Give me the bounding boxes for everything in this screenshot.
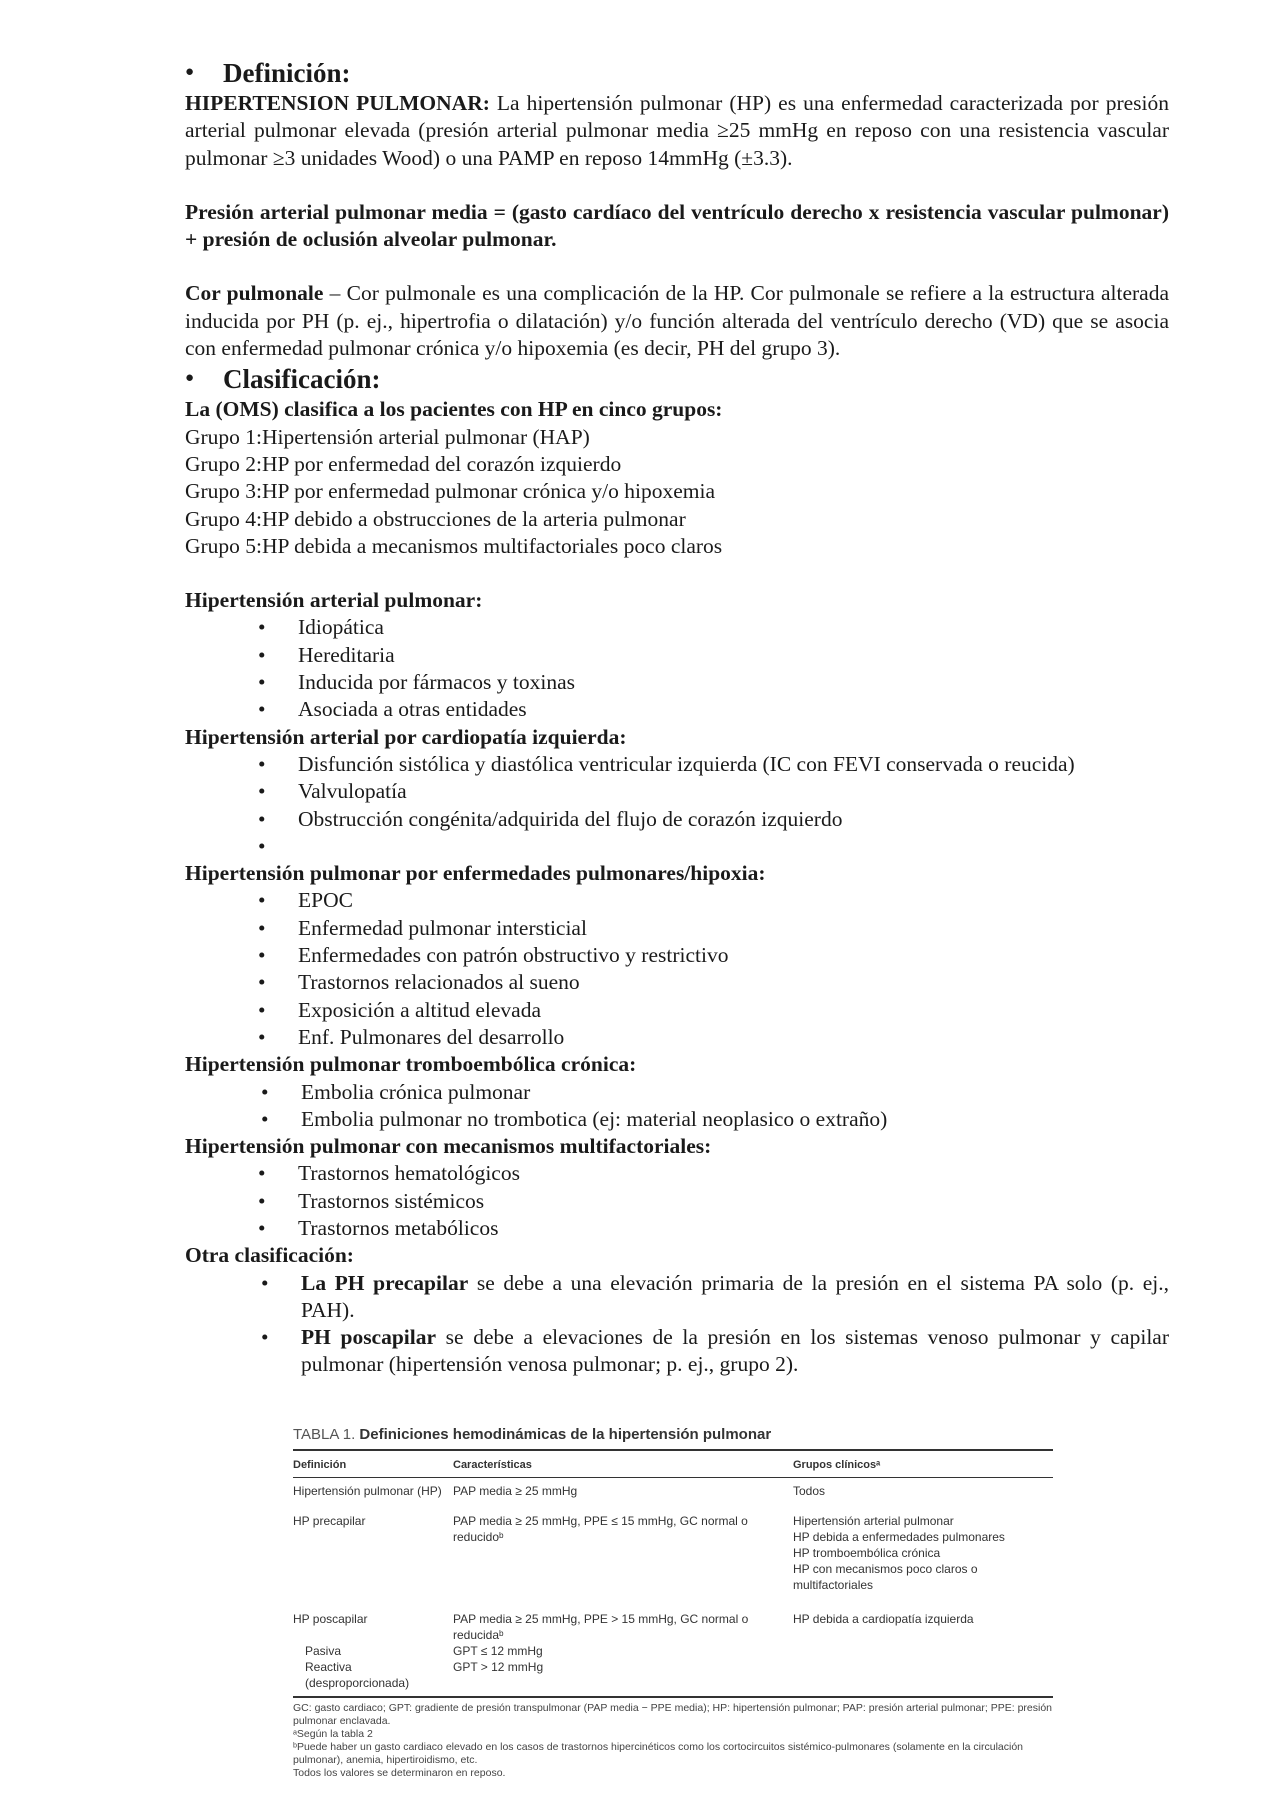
- table-footnotes: [293, 1702, 1053, 1780]
- oms-intro: La (OMS) clasifica a los pacientes con HP en cinco grupos:: [185, 397, 723, 422]
- empty-list-item: [185, 833, 1169, 860]
- table-caption: [293, 1425, 1053, 1445]
- precapilar-text: se debe a una elevación primaria de la presión en el sistema PA solo (p. ej., PAH).: [301, 1270, 1170, 1322]
- table-footnote: GC: gasto cardiaco; GPT: gradiente de presión transpulmonar (PAP media − PPE media); HP: hipertensión pulmonar; PAP: presión arterial pulmonar; PPE: presión pulmonar enclavada.: [293, 1702, 1053, 1727]
- list-item: • Embolia pulmonar no trombotica (ej: material neoplasico o extraño): [185, 1106, 1169, 1133]
- table-rule: [293, 1696, 1053, 1698]
- table-header-cell: Definición: [293, 1459, 347, 1471]
- grupo-line: Grupo 4:HP debido a obstrucciones de la arteria pulmonar: [185, 506, 686, 531]
- list-item: • Valvulopatía: [185, 778, 1169, 805]
- grupo-line: Grupo 3:HP por enfermedad pulmonar crónica y/o hipoxemia: [185, 479, 715, 504]
- table-cell-line: HP con mecanismos poco claros o multifactoriales: [793, 1562, 978, 1592]
- table-cell-line: HP tromboembólica crónica: [793, 1546, 941, 1560]
- table-cell-line: HP debida a enfermedades pulmonares: [793, 1530, 1005, 1544]
- table-cell: Pasiva: [305, 1644, 342, 1658]
- table-cell: PAP media ≥ 25 mmHg, PPE > 15 mmHg, GC normal o reducidaᵇ: [453, 1612, 749, 1642]
- pulmonar-title: Hipertensión pulmonar por enfermedades pulmonares/hipoxia:: [185, 861, 766, 886]
- list-item: • Hereditaria: [185, 642, 1169, 669]
- otra-clasificacion-title: Otra clasificación:: [185, 1243, 354, 1268]
- pulmonar-list: [185, 887, 1169, 1051]
- hemodynamic-table: [293, 1425, 1053, 1780]
- table-cell: HP poscapilar: [293, 1612, 368, 1626]
- list-item: • Idiopática: [185, 614, 1169, 641]
- table-cell: Hipertensión pulmonar (HP): [293, 1484, 442, 1498]
- multifactorial-title: Hipertensión pulmonar con mecanismos multifactoriales:: [185, 1134, 712, 1159]
- cardiopatia-list: [185, 751, 1169, 860]
- precapilar-label: La PH precapilar: [301, 1270, 469, 1295]
- grupo-line: Grupo 2:HP por enfermedad del corazón izquierdo: [185, 451, 622, 476]
- list-item: • Trastornos sistémicos: [185, 1188, 1169, 1215]
- table-row: [293, 1593, 1053, 1643]
- table-cell: Todos: [793, 1484, 826, 1498]
- list-item: • Inducida por fármacos y toxinas: [185, 669, 1169, 696]
- poscapilar-text: se debe a elevaciones de la presión en los sistemas venoso pulmonar y capilar pulmonar (hipertensión venosa pulmonar; p. ej., grupo 2).: [301, 1325, 1169, 1377]
- formula-paragraph: Presión arterial pulmonar media = (gasto cardíaco del ventrículo derecho x resistencia vascular pulmonar) + presión de oclusión alveolar pulmonar.: [185, 199, 1169, 252]
- table-header-cell: Características: [453, 1459, 532, 1471]
- list-item: • Trastornos relacionados al sueno: [185, 969, 1169, 996]
- section-heading-definicion: ● Definición:: [185, 56, 1169, 90]
- table-cell: HP precapilar: [293, 1514, 366, 1528]
- cor-label: Cor pulmonale: [185, 281, 324, 306]
- list-item: • Asociada a otras entidades: [185, 696, 1169, 723]
- table-row: [293, 1499, 1053, 1593]
- list-item: • Embolia crónica pulmonar: [185, 1079, 1169, 1106]
- cor-pulmonale-paragraph: [185, 280, 1169, 362]
- list-item: • Disfunción sistólica y diastólica ventricular izquierda (IC con FEVI conservada o reucida): [185, 751, 1169, 778]
- hp-definition-paragraph: [185, 90, 1169, 172]
- list-item: • Enfermedad pulmonar intersticial: [185, 915, 1169, 942]
- hp-text: La hipertensión pulmonar (HP) es una enfermedad caracterizada por presión arterial pulmonar elevada (presión arterial pulmonar media ≥25 mmHg en reposo con una resistencia vascular pulmonar ≥3 unidades Wood) o una PAMP en reposo 14mmHg (±3.3).: [185, 91, 1170, 170]
- hap-title: Hipertensión arterial pulmonar:: [185, 588, 483, 613]
- multifactorial-list: [185, 1160, 1169, 1242]
- hp-label: HIPERTENSION PULMONAR:: [185, 91, 490, 115]
- table-row: [293, 1659, 1053, 1696]
- table-cell: GPT > 12 mmHg: [453, 1660, 544, 1674]
- list-item: • Trastornos metabólicos: [185, 1215, 1169, 1242]
- grupo-line: Grupo 1:Hipertensión arterial pulmonar (HAP): [185, 424, 590, 449]
- tromboembolica-title: Hipertensión pulmonar tromboembólica crónica:: [185, 1052, 637, 1077]
- list-item: [185, 1270, 1169, 1325]
- table-header-row: [293, 1451, 1053, 1477]
- list-item: • Enfermedades con patrón obstructivo y restrictivo: [185, 942, 1169, 969]
- list-item: • Enf. Pulmonares del desarrollo: [185, 1024, 1169, 1051]
- list-item: • Trastornos hematológicos: [185, 1160, 1169, 1187]
- list-item: [185, 1324, 1169, 1379]
- table-cell: PAP media ≥ 25 mmHg, PPE ≤ 15 mmHg, GC normal o reducidoᵇ: [453, 1514, 748, 1544]
- list-item: • EPOC: [185, 887, 1169, 914]
- table-footnote: Todos los valores se determinaron en reposo.: [293, 1767, 506, 1779]
- table-label: TABLA 1.: [293, 1426, 356, 1443]
- hap-list: [185, 614, 1169, 723]
- cardiopatia-title: Hipertensión arterial por cardiopatía izquierda:: [185, 724, 627, 749]
- table-cell: GPT ≤ 12 mmHg: [453, 1644, 543, 1658]
- table-footnote: ᵃSegún la tabla 2: [293, 1728, 373, 1740]
- table-footnote: ᵇPuede haber un gasto cardiaco elevado en los casos de trastornos hipercinéticos como los cortocircuitos sistémico-pulmonares (solamente en la circulación pulmonar), anemia, hipertiroidismo, etc.: [293, 1741, 1024, 1766]
- list-item: • Exposición a altitud elevada: [185, 997, 1169, 1024]
- table-cell: PAP media ≥ 25 mmHg: [453, 1484, 578, 1498]
- table-cell: Reactiva (desproporcionada): [305, 1660, 410, 1690]
- table-row: [293, 1643, 1053, 1659]
- document-body: [185, 56, 1169, 1379]
- tromboembolica-list: [185, 1079, 1169, 1134]
- section-heading-clasificacion: ● Clasificación:: [185, 362, 1169, 396]
- table-title: Definiciones hemodinámicas de la hipertensión pulmonar: [355, 1426, 772, 1443]
- poscapilar-label: PH poscapilar: [301, 1325, 437, 1350]
- table-cell: [793, 1513, 1053, 1593]
- table-cell-line: Hipertensión arterial pulmonar: [793, 1514, 954, 1528]
- otra-clasificacion-list: [185, 1270, 1169, 1379]
- list-item: • Obstrucción congénita/adquirida del flujo de corazón izquierdo: [185, 806, 1169, 833]
- table-header-cell: Grupos clínicosᵃ: [793, 1459, 881, 1471]
- table-cell: HP debida a cardiopatía izquierda: [793, 1612, 974, 1626]
- cor-text: – Cor pulmonale es una complicación de la HP. Cor pulmonale se refiere a la estructura alterada inducida por PH (p. ej., hipertrofia o dilatación) y/o función alterada del ventrículo derecho (VD) que se asocia con enfermedad pulmonar crónica y/o hipoxemia (es decir, PH del grupo 3).: [185, 281, 1169, 361]
- table-row: [293, 1478, 1053, 1499]
- grupo-line: Grupo 5:HP debida a mecanismos multifactoriales poco claros: [185, 533, 723, 558]
